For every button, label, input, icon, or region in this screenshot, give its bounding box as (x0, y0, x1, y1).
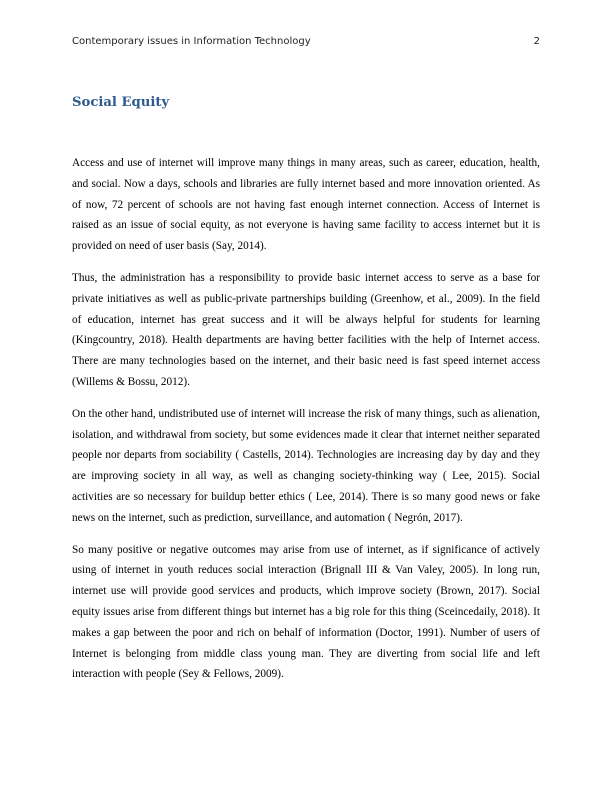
paragraph: Thus, the administration has a responsibility to provide basic internet access to serve as a base for private initiatives as well as public-private partnerships building (Greenhow, et al., 2009). In the field of education, internet has great success and it will be always helpful for students for learning (Kingcountry, 2018). Health departments are having better facilities with the help of Internet access. There are many technologies based on the internet, and their basic need is fast speed internet access (Willems & Bossu, 2012). (72, 271, 540, 388)
page-number: 2 (533, 36, 540, 47)
paragraph: On the other hand, undistributed use of internet will increase the risk of many things, such as alienation, isolation, and withdrawal from society, but some evidences made it clear that internet neither separated people nor departs from sociability ( Castells, 2014). Technologies are increasing day by day and they are improving society in all way, as well as changing society-thinking way ( Lee, 2015). Social activities are so necessary for buildup better ethics ( Lee, 2014). There is so many good news or fake news on the internet, such as prediction, surveillance, and automation ( Negrón, 2017). (72, 407, 541, 524)
section-heading: Social Equity (72, 95, 170, 110)
header-title: Contemporary issues in Information Technology (72, 36, 311, 47)
paragraph: Access and use of internet will improve many things in many areas, such as career, education, health, and social. Now a days, schools and libraries are fully internet based and more innovation oriented. As of now, 72 percent of schools are not having fast enough internet connection. Access of Internet is raised as an issue of social equity, as not everyone is having same facility to access internet but it is provided on need of user basis (Say, 2014). (72, 157, 540, 253)
page-header (72, 36, 540, 47)
paragraph: So many positive or negative outcomes may arise from use of internet, as if significance of actively using of internet in youth reduces social interaction (Brignall III & Van Valey, 2005). In long run, internet use will provide good services and products, which improve society (Brown, 2017). Social equity issues arise from different things but internet has a big role for this thing (Sceincedaily, 2018). It makes a gap between the poor and rich on behalf of information (Doctor, 1991). Number of users of Internet is belonging from middle class young man. They are diverting from social life and left interaction with people (Sey & Fellows, 2009). (72, 543, 540, 681)
document-body (72, 153, 540, 696)
